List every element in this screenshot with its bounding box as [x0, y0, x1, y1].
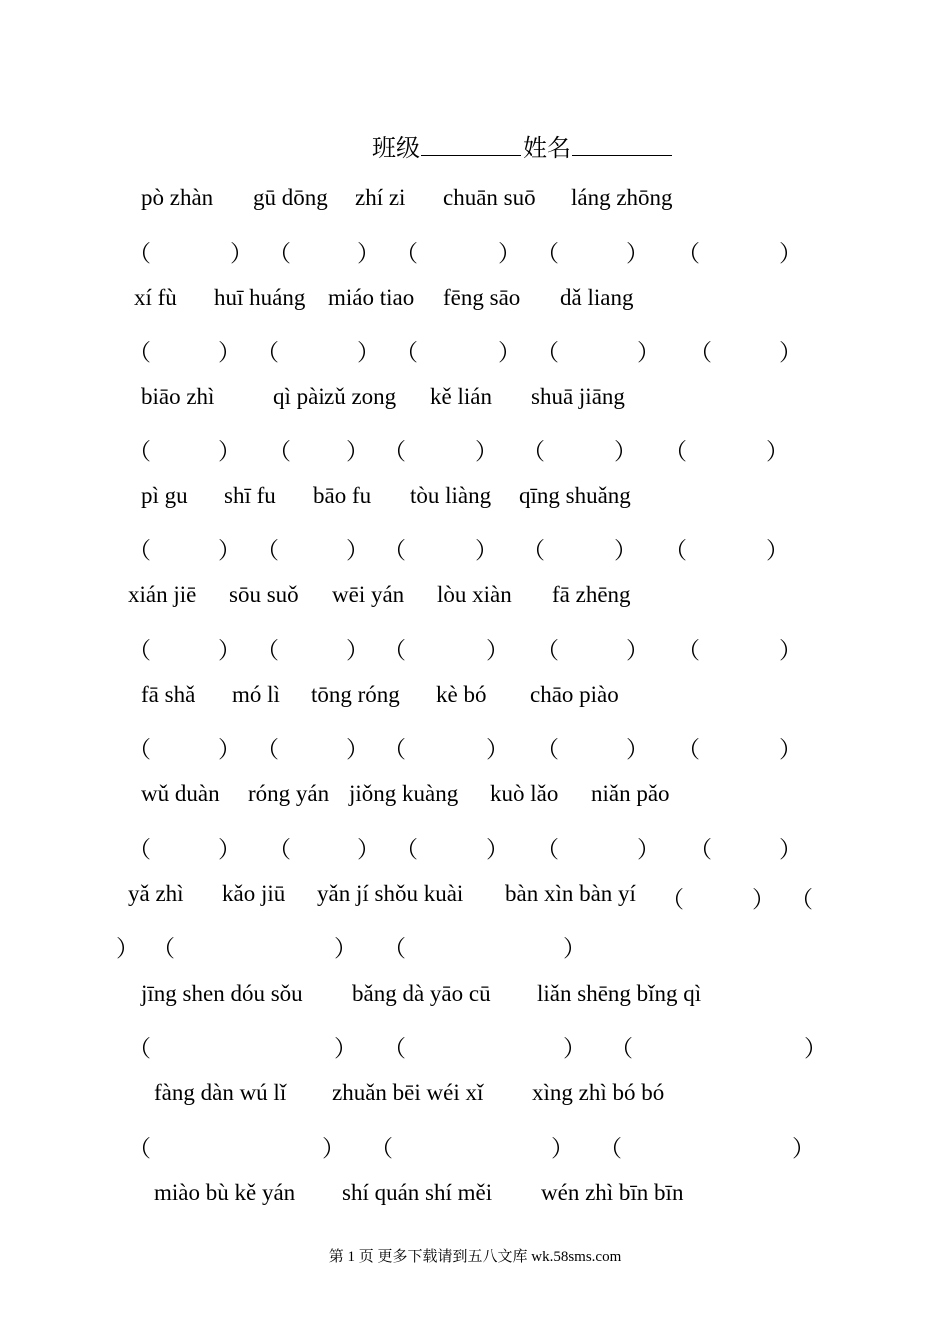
open-paren: （ [268, 241, 291, 266]
pinyin-word: miáo tiao [328, 285, 415, 310]
close-paren: ） [766, 538, 789, 563]
open-paren: （ [383, 638, 406, 663]
open-paren: （ [689, 340, 712, 365]
pinyin-word: pò zhàn [141, 185, 214, 210]
open-paren: （ [677, 737, 700, 762]
class-blank [421, 133, 521, 156]
close-paren: ） [779, 340, 802, 365]
pinyin-word: bāo fu [313, 483, 372, 508]
open-paren: （ [128, 538, 151, 563]
open-paren: （ [128, 340, 151, 365]
close-paren: ） [230, 241, 253, 266]
pinyin-word: zhí zi [355, 185, 406, 210]
pinyin-row [0, 1080, 950, 1120]
close-paren: ） [486, 737, 509, 762]
close-paren: ） [218, 439, 241, 464]
open-paren: （ [536, 340, 559, 365]
pinyin-word: wén zhì bīn bīn [541, 1180, 684, 1205]
pinyin-row [0, 781, 950, 821]
open-paren: （ [383, 936, 406, 961]
answer-parens-row [0, 930, 950, 970]
pinyin-word: fā zhēng [552, 582, 631, 607]
pinyin-word: lòu xiàn [437, 582, 512, 607]
open-paren: （ [677, 638, 700, 663]
pinyin-word: dǎ liang [560, 285, 634, 310]
pinyin-word: wēi yán [332, 582, 405, 607]
close-paren: ） [357, 241, 380, 266]
close-paren: ） [563, 1036, 586, 1061]
close-paren: ） [346, 737, 369, 762]
open-paren: （ [536, 837, 559, 862]
close-paren: ） [322, 1136, 345, 1161]
open-paren: （ [128, 1036, 151, 1061]
name-label: 姓名 [523, 136, 571, 162]
open-paren: （ [152, 936, 175, 961]
pinyin-word: fēng sāo [443, 285, 521, 310]
open-paren: （ [383, 1036, 406, 1061]
pinyin-word: sōu suǒ [229, 582, 299, 607]
close-paren: ） [357, 837, 380, 862]
pinyin-word: shī fu [224, 483, 276, 508]
close-paren: ） [614, 538, 637, 563]
pinyin-word: mó lì [232, 682, 280, 707]
pinyin-row [0, 185, 950, 225]
answer-parens-row [0, 235, 950, 275]
close-paren: ） [218, 538, 241, 563]
close-paren: ） [334, 936, 357, 961]
pinyin-word: yǎ zhì [128, 881, 184, 906]
pinyin-word: kǎo jiū [222, 881, 286, 906]
answer-parens-row [0, 334, 950, 374]
close-paren: ） [116, 936, 139, 961]
close-paren: ） [792, 1136, 815, 1161]
open-paren: （ [128, 241, 151, 266]
open-paren: （ [395, 241, 418, 266]
open-paren: （ [689, 837, 712, 862]
pinyin-word: kè bó [436, 682, 487, 707]
header [372, 128, 674, 163]
close-paren: ） [614, 439, 637, 464]
close-paren: ） [626, 241, 649, 266]
open-paren: （ [256, 538, 279, 563]
pinyin-word: chuān suō [443, 185, 536, 210]
close-paren: ） [779, 241, 802, 266]
open-paren: （ [383, 737, 406, 762]
open-paren: （ [661, 887, 684, 912]
open-paren: （ [790, 887, 813, 912]
close-paren: ） [346, 638, 369, 663]
pinyin-word: biāo zhì [141, 384, 215, 409]
close-paren: ） [637, 340, 660, 365]
pinyin-word: miào bù kě yán [154, 1180, 296, 1205]
close-paren: ） [804, 1036, 827, 1061]
pinyin-word: huī huáng [214, 285, 306, 310]
close-paren: ） [766, 439, 789, 464]
pinyin-word: kuò lǎo [490, 781, 559, 806]
pinyin-word: yǎn jí shǒu kuài [317, 881, 464, 906]
open-paren: （ [256, 737, 279, 762]
open-paren: （ [383, 538, 406, 563]
pinyin-word: jiǒng kuàng [349, 781, 459, 806]
close-paren: ） [626, 737, 649, 762]
open-paren: （ [128, 638, 151, 663]
pinyin-word: gū dōng [253, 185, 328, 210]
close-paren: ） [357, 340, 380, 365]
open-paren: （ [395, 837, 418, 862]
answer-parens-row [0, 1030, 950, 1070]
pinyin-row [0, 881, 950, 921]
pinyin-word: shuā jiāng [531, 384, 625, 409]
open-paren: （ [128, 1136, 151, 1161]
pinyin-word: liǎn shēng bǐng qì [537, 981, 702, 1006]
close-paren: ） [498, 340, 521, 365]
open-paren: （ [128, 837, 151, 862]
pinyin-word: xìng zhì bó bó [532, 1080, 665, 1105]
answer-parens-row [0, 632, 950, 672]
open-paren: （ [256, 638, 279, 663]
open-paren: （ [268, 837, 291, 862]
pinyin-row [0, 1180, 950, 1220]
open-paren: （ [664, 439, 687, 464]
close-paren: ） [334, 1036, 357, 1061]
answer-parens-row [0, 731, 950, 771]
pinyin-word: láng zhōng [571, 185, 673, 210]
open-paren: （ [536, 737, 559, 762]
open-paren: （ [536, 241, 559, 266]
pinyin-row [0, 582, 950, 622]
close-paren: ） [218, 638, 241, 663]
pinyin-word: zǔ zong [324, 384, 397, 409]
answer-parens-row [0, 433, 950, 473]
open-paren: （ [599, 1136, 622, 1161]
close-paren: ） [563, 936, 586, 961]
class-label: 班级 [372, 136, 420, 162]
close-paren: ） [779, 638, 802, 663]
answer-parens-row [0, 1130, 950, 1170]
open-paren: （ [395, 340, 418, 365]
pinyin-word: zhuǎn bēi wéi xǐ [332, 1080, 484, 1105]
pinyin-word: fàng dàn wú lǐ [154, 1080, 287, 1105]
answer-parens-row [0, 831, 950, 871]
open-paren: （ [370, 1136, 393, 1161]
open-paren: （ [610, 1036, 633, 1061]
pinyin-row [0, 285, 950, 325]
close-paren: ） [779, 737, 802, 762]
open-paren: （ [677, 241, 700, 266]
open-paren: （ [128, 737, 151, 762]
pinyin-row [0, 682, 950, 722]
pinyin-row [0, 981, 950, 1021]
pinyin-word: pì gu [141, 483, 188, 508]
pinyin-word: bǎng dà yāo cū [352, 981, 491, 1006]
pinyin-row [0, 384, 950, 424]
close-paren: ） [218, 737, 241, 762]
close-paren: ） [486, 638, 509, 663]
close-paren: ） [498, 241, 521, 266]
pinyin-word: róng yán [248, 781, 330, 806]
pinyin-word: bàn xìn bàn yí [505, 881, 636, 906]
pinyin-word: chāo piào [530, 682, 619, 707]
pinyin-word: xián jiē [128, 582, 197, 607]
open-paren: （ [383, 439, 406, 464]
close-paren: ） [218, 340, 241, 365]
pinyin-word: fā shǎ [141, 682, 196, 707]
name-blank [572, 133, 672, 156]
open-paren: （ [128, 439, 151, 464]
close-paren: ） [475, 439, 498, 464]
close-paren: ） [486, 837, 509, 862]
pinyin-word: tōng róng [311, 682, 400, 707]
pinyin-word: kě lián [430, 384, 492, 409]
open-paren: （ [536, 638, 559, 663]
pinyin-word: tòu liàng [410, 483, 492, 508]
close-paren: ） [752, 887, 775, 912]
close-paren: ） [346, 538, 369, 563]
pinyin-word: xí fù [134, 285, 177, 310]
pinyin-row [0, 483, 950, 523]
pinyin-word: qì pài [273, 384, 325, 409]
close-paren: ） [218, 837, 241, 862]
open-paren: （ [522, 439, 545, 464]
open-paren: （ [664, 538, 687, 563]
close-paren: ） [475, 538, 498, 563]
pinyin-word: qīng shuǎng [519, 483, 631, 508]
answer-parens-row [0, 532, 950, 572]
pinyin-word: wǔ duàn [141, 781, 220, 806]
close-paren: ） [626, 638, 649, 663]
open-paren: （ [268, 439, 291, 464]
close-paren: ） [779, 837, 802, 862]
pinyin-word: shí quán shí měi [342, 1180, 493, 1205]
pinyin-word: jīng shen dóu sǒu [141, 981, 303, 1006]
open-paren: （ [256, 340, 279, 365]
open-paren: （ [522, 538, 545, 563]
close-paren: ） [637, 837, 660, 862]
pinyin-word: niǎn pǎo [591, 781, 670, 806]
page-footer: 第 1 页 更多下载请到五八文库 wk.58sms.com [328, 1249, 622, 1265]
close-paren: ） [551, 1136, 574, 1161]
close-paren: ） [346, 439, 369, 464]
